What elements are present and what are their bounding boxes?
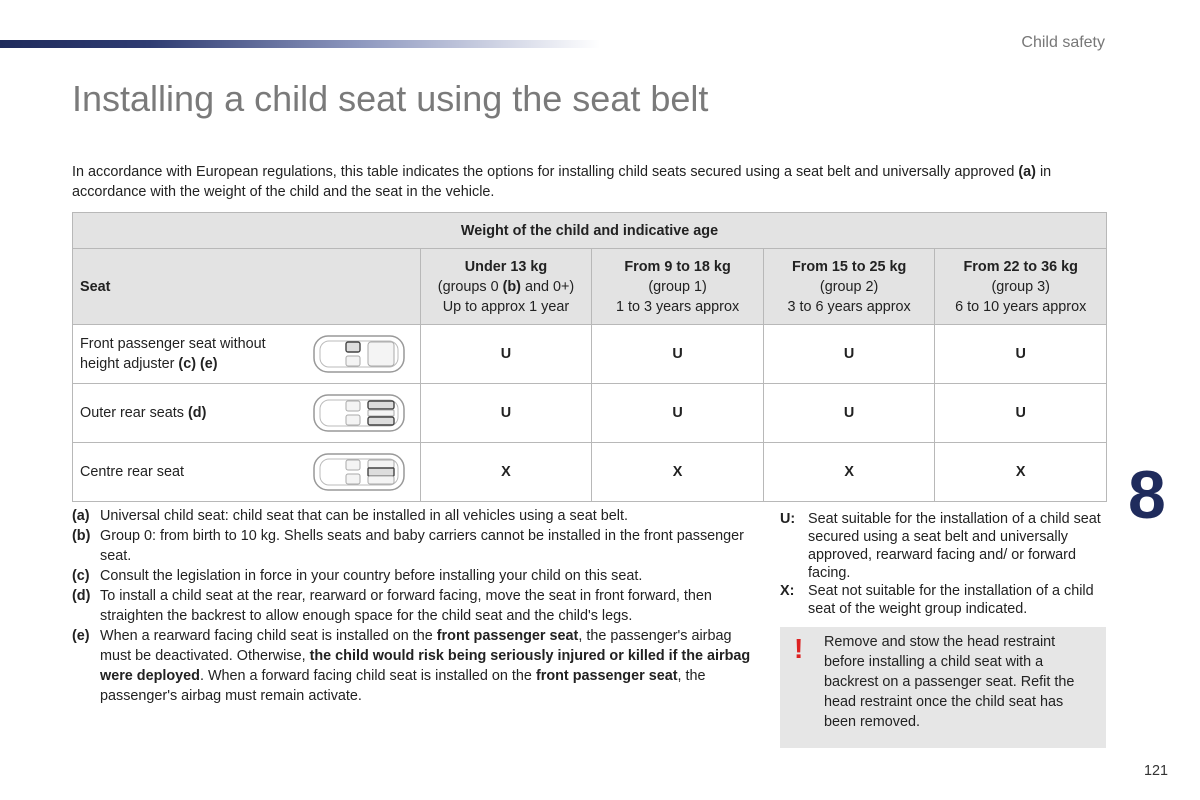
seat-column-header: Seat: [73, 249, 421, 325]
seat-cell: Centre rear seat: [73, 443, 421, 502]
header-accent-bar: [0, 40, 600, 48]
table-cell: U: [935, 384, 1107, 443]
table-top-header: Weight of the child and indicative age: [73, 213, 1107, 249]
table-cell: U: [935, 325, 1107, 384]
weight-column-header: From 15 to 25 kg (group 2) 3 to 6 years approx: [763, 249, 935, 325]
weight-column-header: Under 13 kg (groups 0 (b) and 0+) Up to approx 1 year: [420, 249, 592, 325]
child-seat-table: [72, 212, 1107, 502]
legend-item: X: Seat not suitable for the installation of a child seat of the weight group indicated.: [780, 583, 1094, 617]
table-cell: U: [763, 325, 935, 384]
seat-cell: Outer rear seats (d): [73, 384, 421, 443]
chapter-number: 8: [1128, 457, 1166, 533]
footnote: (b) Group 0: from birth to 10 kg. Shells seats and baby carriers cannot be installed in the front passenger seat.: [72, 528, 744, 564]
table-row: [73, 443, 1107, 502]
footnote: (d) To install a child seat at the rear, rearward or forward facing, move the seat in front forward, then straighten the backrest to allow enough space for the child seat and the child's legs.: [72, 588, 712, 624]
footnotes: [72, 506, 752, 706]
footnote: (a) Universal child seat: child seat that can be installed in all vehicles using a seat belt.: [72, 508, 628, 524]
table-cell: U: [420, 325, 592, 384]
legend-item: U: Seat suitable for the installation of a child seat secured using a seat belt and universally approved, rearward facing and/ or forward facing.: [780, 511, 1101, 581]
table-cell: X: [763, 443, 935, 502]
weight-column-header: From 22 to 36 kg (group 3) 6 to 10 years approx: [935, 249, 1107, 325]
table-cell: U: [420, 384, 592, 443]
car-centre-rear-seat-icon: [312, 450, 408, 494]
footnote: (e) When a rearward facing child seat is installed on the front passenger seat, the passenger's airbag must be deactivated. Otherwise, the child would risk being seriously injured or killed if the airbag were deployed. When a forward facing child seat is installed on the front passenger seat, the passenger's airbag must remain activate.: [72, 628, 751, 704]
page-title: Installing a child seat using the seat belt: [72, 78, 709, 119]
section-title: Child safety: [1021, 34, 1105, 51]
weight-column-header: From 9 to 18 kg (group 1) 1 to 3 years approx: [592, 249, 764, 325]
table-row: [73, 325, 1107, 384]
intro-paragraph: In accordance with European regulations, this table indicates the options for installing child seats secured using a seat belt and universally approved (a) in accordance with the weight of the child and the seat in the vehicle.: [72, 164, 1052, 200]
seat-cell: Front passenger seat without height adjuster (c) (e): [73, 325, 421, 384]
legend: [780, 510, 1110, 618]
table-cell: X: [935, 443, 1107, 502]
page-number: 121: [1144, 763, 1169, 779]
warning-text: Remove and stow the head restraint before installing a child seat with a backrest on a passenger seat. Refit the head restraint once the child seat has been removed.: [824, 634, 1075, 730]
warning-box: [780, 627, 1106, 748]
car-outer-rear-seats-icon: [312, 391, 408, 435]
car-front-seat-icon: [312, 332, 408, 376]
table-cell: U: [592, 325, 764, 384]
table-cell: U: [592, 384, 764, 443]
table-cell: U: [763, 384, 935, 443]
exclamation-icon: !: [794, 633, 804, 664]
table-cell: X: [592, 443, 764, 502]
table-cell: X: [420, 443, 592, 502]
table-row: [73, 384, 1107, 443]
footnote: (c) Consult the legislation in force in your country before installing your child on this seat.: [72, 568, 643, 584]
